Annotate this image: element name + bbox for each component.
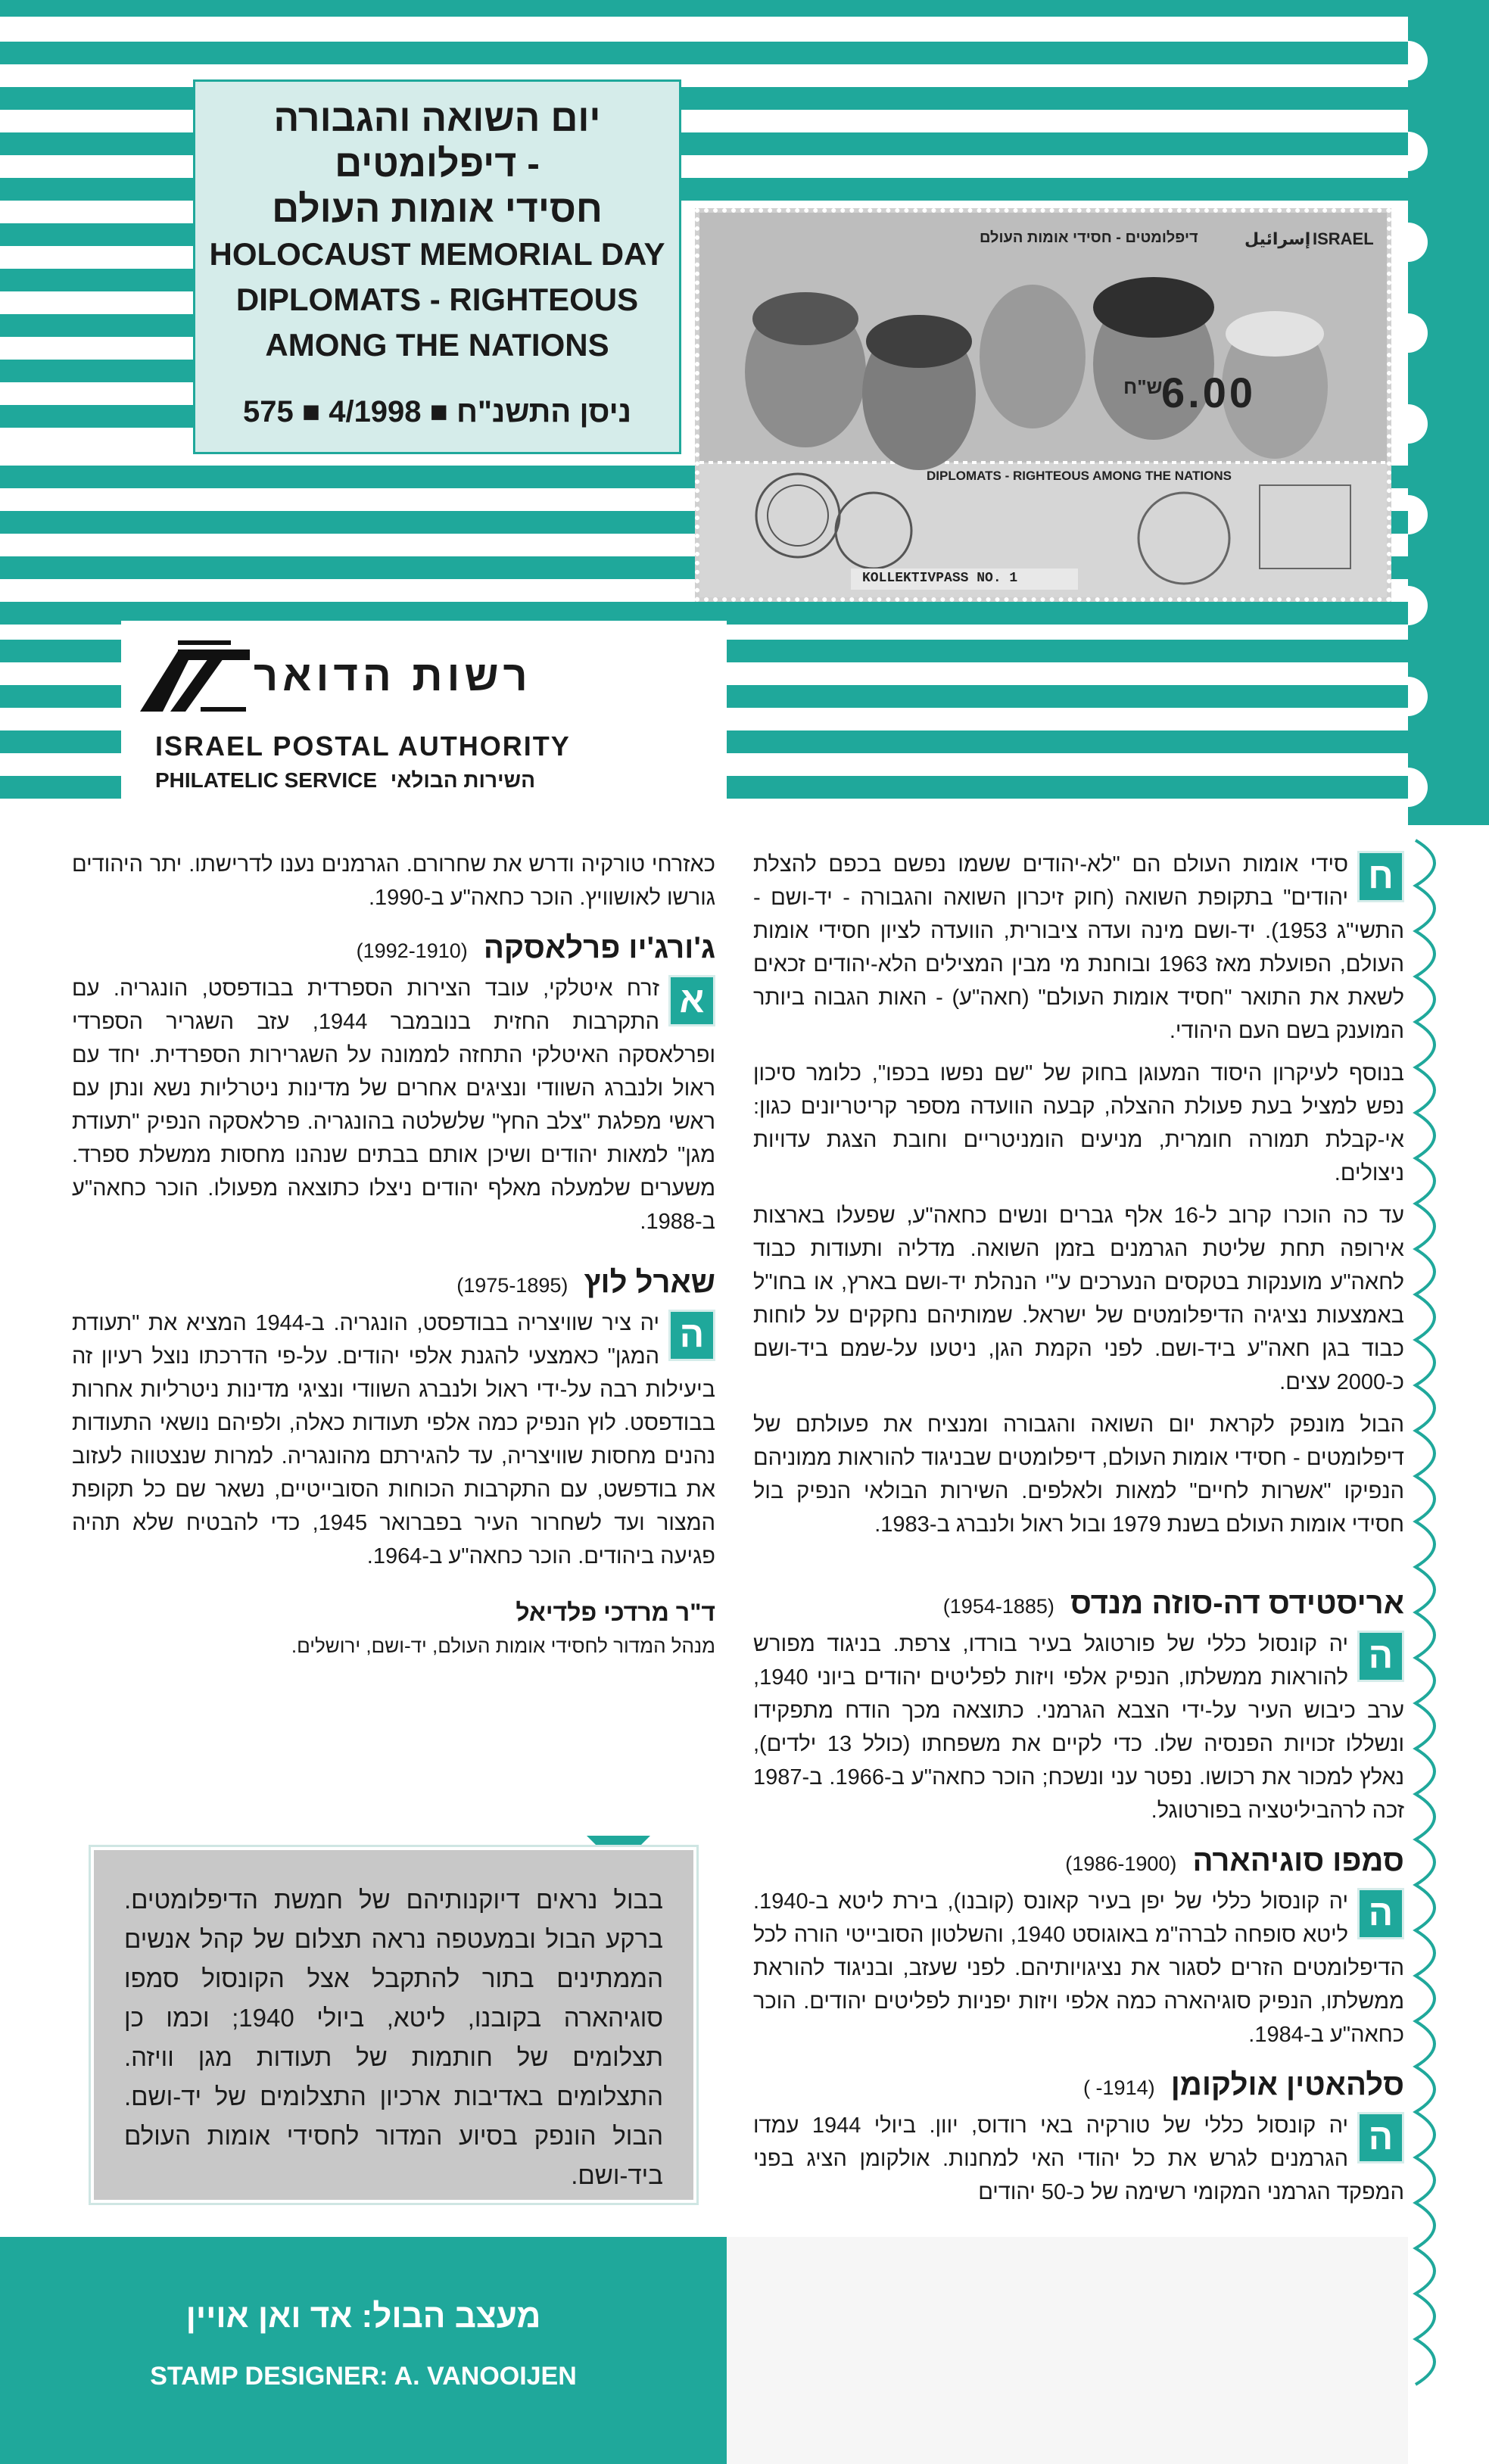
intro-paragraph-1 [753, 848, 1404, 1048]
title-en-line-3: AMONG THE NATIONS [265, 327, 609, 363]
stripe [0, 314, 193, 337]
left-column [72, 848, 715, 1662]
stripe [727, 640, 1489, 662]
stripe [0, 685, 121, 708]
dropcap: א [668, 975, 715, 1026]
stripe [681, 178, 1489, 201]
intro-paragraph-4: הבול מונפק לקראת יום השואה והגבורה ומנציח את פעולתם של דיפלומטים - חסידי אומות העולם, דיפלומטים שבניגוד להוראות ממוניהם הנפיקו "אשרות לחיים" למאות ולאלפים. השירות הבולאי הנפיק בול חסידי אומות העולם בשנת 1979 ובול ראול ולנברג ב-1983. [753, 1413, 1404, 1537]
header-band [0, 0, 1489, 825]
stripe [0, 0, 1489, 17]
sugihara-years: (1986-1900) [1065, 1852, 1177, 1875]
stamp-image [695, 208, 1391, 602]
issue-date: 4/1998 [329, 395, 422, 428]
designer-label-he: מעצב הבול: אד ואן אויין [185, 2297, 541, 2335]
signature-role: מנהל המדור לחסידי אומות העולם, יד-ושם, ירושלים. [291, 1634, 715, 1657]
stripe [0, 730, 121, 753]
stripe [727, 730, 1489, 753]
issue-number: 575 [243, 395, 294, 428]
lutz-heading [72, 1266, 715, 1302]
ulkumen-heading [753, 2068, 1404, 2104]
perlasca-years: (1992-1910) [356, 939, 468, 962]
issue-separator: ■ [429, 395, 448, 428]
stripe [727, 685, 1489, 708]
stripe [0, 223, 193, 246]
logo-service-he: השירות הבולאי [390, 768, 536, 792]
stripe [0, 776, 121, 799]
perlasca-name: ג'ורג'יו פרלאסקה [483, 931, 715, 964]
dropcap: ח [1357, 851, 1404, 902]
stamp-country-ar: إسرائيل [1244, 229, 1311, 248]
issue-line [195, 395, 679, 429]
intro-paragraph-2: בנוסף לעיקרון היסוד המעוגן בחוק של "שם נפשו בכפו", כלומר סיכון נפש למציל בעת פעולת ההצלה, קבעה הוועדה מספר קריטריונים כגון: אי-קבלת תמורה חומרית, מניעים הומניטריים וחובת הצגת עדויות ניצולים. [753, 1061, 1404, 1185]
stripe [0, 178, 193, 201]
continuation-paragraph: כאזרחי טורקיה ודרש את שחרורם. הגרמנים נענו לדרישתו. יתר היהודים גורשו לאושוויץ. הוכר כחאה"ע ב-1990. [72, 852, 715, 910]
logo-name-en: ISRAEL POSTAL AUTHORITY [155, 730, 571, 762]
stripe [0, 87, 193, 110]
ulkumen-years: (1914- ) [1083, 2076, 1155, 2099]
stripe [0, 132, 193, 155]
stamp-description-box [91, 1847, 696, 2203]
dropcap: ה [1357, 1888, 1404, 1939]
designer-label-en: STAMP DESIGNER: A. VANOOIJEN [150, 2362, 577, 2391]
logo-service [155, 768, 535, 793]
perlasca-heading [72, 931, 715, 967]
designer-box [0, 2237, 727, 2464]
stamp-artwork [699, 213, 1387, 597]
stamp-country-en: ISRAEL [1313, 229, 1374, 248]
stripe [0, 640, 121, 662]
stripe [0, 360, 193, 382]
mendes-text: יה קונסול כללי של פורטוגל בעיר בורדו, צרפת. בניגוד מפורש להוראות ממשלתו, הנפיק אלפי ויזות לפליטים יהודים ביוני 1940, ערב כיבוש העיר על-ידי הצבא הגרמני. כתוצאה מכך הודח מתפקידו ונשללו זכויות הפנסיה שלו. כדי לקיים את משפחתו (כולל 13 ילדים), נאלץ למכור את רכושו. נפטר עני ונשכח; הוכר כחאה"ע ב-1966. ב-1987 זכה לרהביליטציה בפורטוגל. [753, 1632, 1404, 1823]
mendes-name: אריסטידס דה-סוזה מנדס [1070, 1587, 1404, 1620]
lutz-text: יה ציר שוויצריה בבודפסט, הונגריה. ב-1944 המציא את "תעודת המגן" כאמצעי להגנת אלפי יהודים. על-פי הדרכתו נוצל רעיון זה ביעילות רבה על-ידי ראול ולנברג השוודי ונציגי מדינות ניטרליות אחרות בבודפסט. לוץ הנפיק כמה אלפי תעודות כאלה, ולפיהם נושאי התעודות נהנים מחסות שוויצריה, עד להגירתם מהונגריה. למרות שנצטווה לעזוב את בודפשט, עם התקרבות הכוחות הסובייטיים, נשאר שם כל תקופת המצור ועד לשחרור העיר בפברואר 1945, כדי להבטיח שלא תהיה פגיעה ביהודים. הוכר כחאה"ע ב-1964. [72, 1311, 716, 1568]
logo-service-en: PHILATELIC SERVICE [155, 768, 378, 792]
perlasca-text: זרח איטלקי, עובד הצירות הספרדית בבודפסט, הונגריה. עם התקרבות החזית בנובמבר 1944, עזב השגריר הספרדי ופרלאסקה האיטלקי התחזה לממונה על השגרירות הספרדית. יחד עם ראול ולנברג השוודי ונציגים אחרים של מדינות ניטרליות נשא ונתן עם ראשי מפלגת "צלב החץ" שלשלטה בהונגריה. פרלאסקה הנפיק "תעודת מגן" למאות יהודים ושיכן אותם בבתים שנהנו מחסות ממשלת ספרד. משערים שלמעלה מאלף יהודים ניצלו כתוצאה מפעולו. הוכר כחאה"ע ב-1988. [72, 977, 715, 1234]
sugihara-paragraph [753, 1885, 1404, 2051]
title-he-line-3: חסידי אומות העולם [272, 188, 603, 230]
stripe [0, 269, 193, 291]
postal-authority-logo [125, 636, 715, 810]
title-box [193, 79, 681, 454]
mendes-paragraph [753, 1628, 1404, 1827]
issue-separator: ■ [301, 395, 321, 428]
logo-name-he: רשות הדואר [254, 652, 532, 699]
stamp-denomination: 6.00 [1161, 369, 1256, 416]
perlasca-paragraph [72, 972, 715, 1238]
sugihara-heading [753, 1844, 1404, 1880]
mendes-years: (1954-1885) [942, 1595, 1054, 1618]
intro-paragraph-3: עד כה הוכרו קרוב ל-16 אלף גברים ונשים כחאה"ע, שפעלו בארצות אירופה תחת שליטת הגרמנים בזמן השואה. מדליה ותעודות כבוד לחאה"ע מוענקות בטקסים הנערכים ע"י הנהלת יד-ושם בארץ, או בחו"ל באמצעות נציגיה הדיפלומטים של ישראל. שמותיהם נחקקים על לוחות כבוד בגן חאה"ע ביד-ושם. לפני הקמת הגן, ניטעו על-שמם ביד-ושם כ-2000 עצים. [753, 1204, 1404, 1394]
ulkumen-name: סלהאטין אולקומן [1170, 2068, 1404, 2101]
stripe [0, 405, 193, 428]
issue-date-he: ניסן התשנ"ח [456, 395, 631, 428]
title-en-line-1: HOLOCAUST MEMORIAL DAY [209, 236, 665, 272]
dropcap: ה [1357, 1631, 1404, 1682]
signature-name: ד"ר מרדכי פלדיאל [516, 1599, 715, 1626]
stripe [0, 42, 1489, 64]
stamp-denomination-he: ש"ח [1123, 375, 1163, 398]
scalloped-edge [1408, 0, 1489, 2464]
stripe [681, 87, 1489, 110]
stamp-description-text: בבול נראים דיוקנותיהם של חמשת הדיפלומטים. ברקע הבול ובמעטפה נראה תצלום של קהל אנשים הממתינים בתור להתקבל אצל הקונסול סמפו סוגיהארה בקובנו, ליטא, ביולי 1940; וכמו כן תצלומים של חותמות של תעודות מגן וויזה. התצלומים באדיבות ארכיון התצלומים של יד-ושם. הבול הונפק בסיוע המדור לחסידי אומות העולם ביד-ושם. [124, 1886, 663, 2189]
lutz-paragraph [72, 1307, 715, 1573]
stripe [681, 132, 1489, 155]
dropcap: ה [668, 1310, 715, 1361]
stripe [727, 776, 1489, 799]
postal-horn-icon [132, 636, 254, 719]
sugihara-name: סמפו סוגיהארה [1192, 1844, 1404, 1877]
stamp-passport-text: KOLLEKTIVPASS NO. 1 [862, 571, 1018, 586]
title-he-line-1: יום השואה והגבורה [273, 97, 601, 139]
dropcap: ה [1357, 2112, 1404, 2163]
intro-text-1: סידי אומות העולם הם "לא-יהודים ששמו נפשם בכפם להצלת יהודים" בתקופת השואה (חוק זיכרון השואה והגבורה - יד-ושם - התשי"ג 1953). יד-ושם מינה ועדה ציבורית, הוועדה לציון חסידי אומות העולם, הפועלת מאז 1963 ובוחנת מי מבין המצילים הלא-יהודים זכאים לשאת את התואר "חסיד אומות העולם" (חאה"ע) - האות הגבוה ביותר המוענק בשם העם היהודי. [753, 852, 1404, 1043]
title-he-line-2: דיפלומטים - [335, 142, 540, 185]
footer-strip [727, 2237, 1408, 2464]
title-en-line-2: DIPLOMATS - RIGHTEOUS [235, 282, 639, 317]
ulkumen-paragraph [753, 2109, 1404, 2209]
sugihara-text: יה קונסול כללי של יפן בעיר קאונס (קובנו), בירת ליטא ב-1940. ליטא סופחה לברה"מ באוגוסט 1940, והשלטון הסובייטי הורה לכל הדיפלומטים הזרים לסגור את נציגויותיהם. לפני שעזב, ובניגוד להוראת ממשלתו, הנפיק סוגיהארה כמה אלפי ויזות יפניות לפליטים יהודים. הוכר כחאה"ע ב-1984. [753, 1889, 1404, 2047]
mendes-heading [753, 1587, 1404, 1623]
right-column [753, 848, 1404, 2218]
lutz-name: שארל לוץ [584, 1266, 715, 1299]
stamp-caption-he: דיפלומטים - חסידי אומות העולם [980, 229, 1198, 246]
stamp-caption-en: DIPLOMATS - RIGHTEOUS AMONG THE NATIONS [927, 469, 1232, 483]
ulkumen-text: יה קונסול כללי של טורקיה באי רודוס, יוון. ביולי 1944 עמדו הגרמנים לגרש את כל יהודי האי למחנות. אולקומן הציג בפני המפקד הגרמני המקומי רשימה של כ-50 יהודים [753, 2114, 1404, 2204]
lutz-years: (1975-1895) [456, 1274, 568, 1297]
